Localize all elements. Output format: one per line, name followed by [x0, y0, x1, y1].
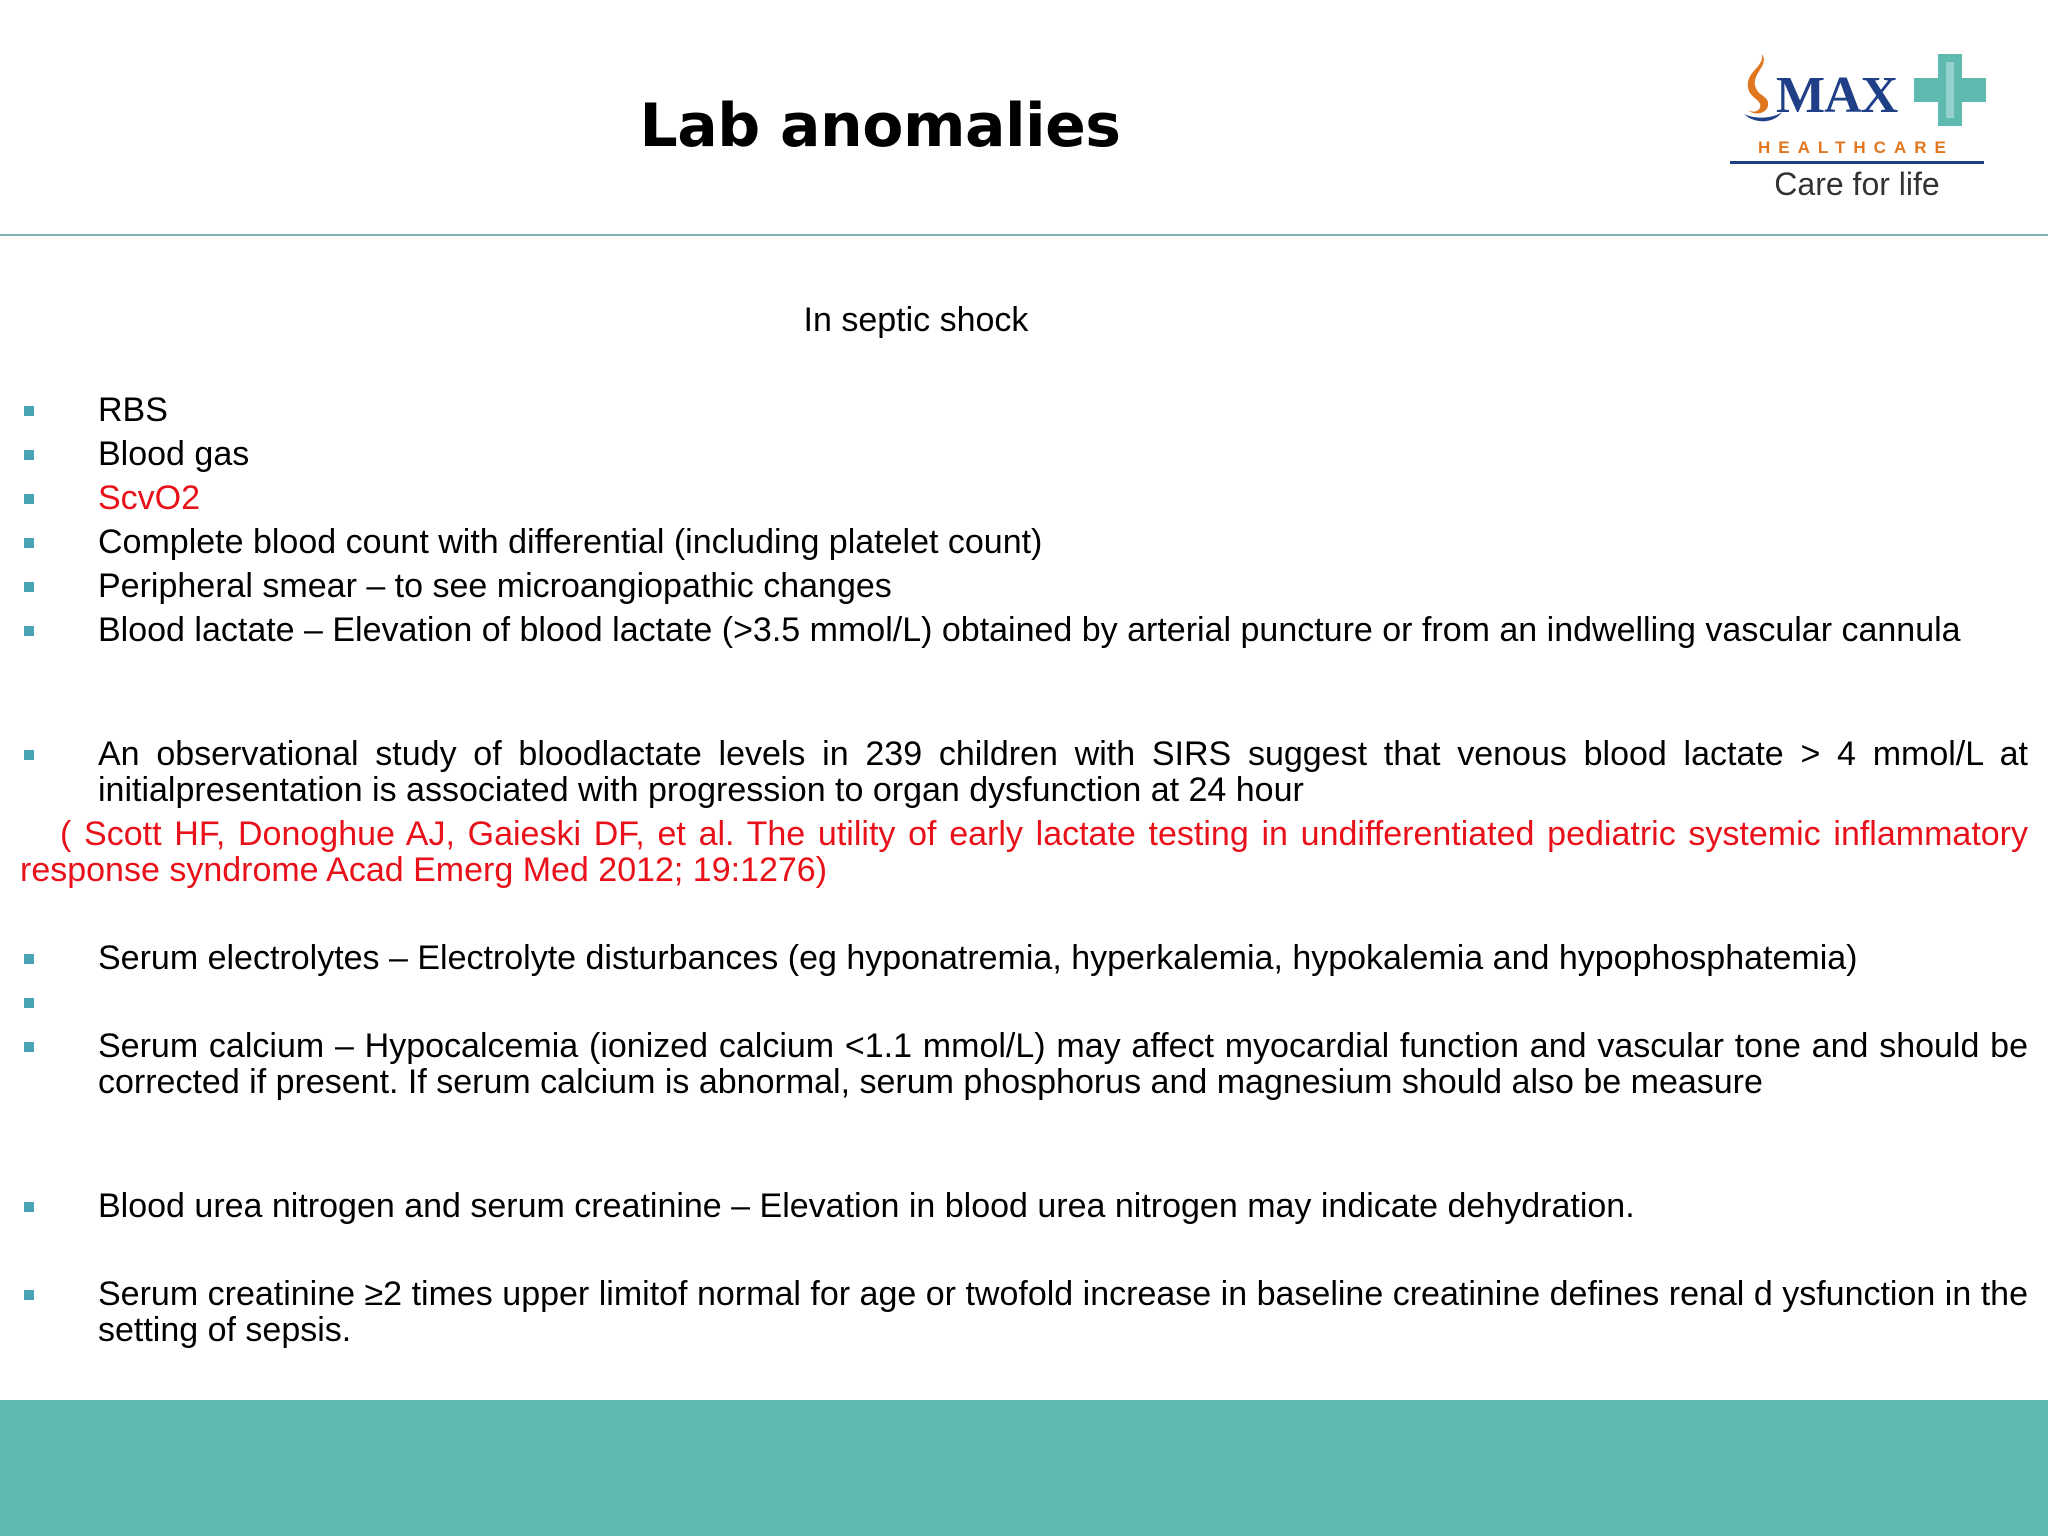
square-bullet-icon [24, 1042, 34, 1052]
slide-title: Lab anomalies [639, 91, 1121, 161]
list-item-text: Peripheral smear – to see microangiopathic changes [98, 567, 892, 605]
logo-tagline: Care for life [1774, 166, 1940, 202]
logo-division-text: HEALTHCARE [1758, 138, 1954, 157]
list-item-text: Blood urea nitrogen and serum creatinine – Elevation in blood urea nitrogen may indicate dehydration. [98, 1187, 1635, 1225]
list-item-text: Complete blood count with differential (including platelet count) [98, 523, 1043, 561]
footer-band [0, 1400, 2048, 1536]
list-item-text: Serum creatinine ≥2 times upper limitof normal for age or twofold increase in baseline creatinine defines renal d ysfunction in the setting of sepsis. [98, 1275, 2028, 1349]
square-bullet-icon [24, 954, 34, 964]
logo-brand-text: MAX [1776, 67, 1898, 124]
square-bullet-icon [24, 998, 34, 1008]
square-bullet-icon [24, 406, 34, 416]
list-item-text: ScvO2 [98, 479, 201, 517]
list-item-text: An observational study of bloodlactate levels in 239 children with SIRS suggest that venous blood lactate > 4 mmol/L at initialpresentation is associated with progression to organ dysfunction at 24 hour [98, 735, 2028, 809]
header-divider [0, 234, 2048, 236]
square-bullet-icon [24, 1290, 34, 1300]
list-item-text: Blood gas [98, 435, 250, 473]
citation-reference: ( Scott HF, Donoghue AJ, Gaieski DF, et al. The utility of early lactate testing in undifferentiated pediatric systemic inflammatory response syndrome Acad Emerg Med 2012; 19:1276) [20, 815, 2028, 889]
square-bullet-icon [24, 1202, 34, 1212]
square-bullet-icon [24, 450, 34, 460]
square-bullet-icon [24, 494, 34, 504]
slide-subtitle: In septic shock [803, 301, 1029, 339]
list-item-text: RBS [98, 391, 168, 429]
square-bullet-icon [24, 582, 34, 592]
max-healthcare-logo [1722, 46, 1990, 206]
list-item-text: Serum calcium – Hypocalcemia (ionized calcium <1.1 mmol/L) may affect myocardial function and vascular tone and should be corrected if present. If serum calcium is abnormal, serum phosphorus and magnesium should also be measure [98, 1027, 2028, 1101]
square-bullet-icon [24, 626, 34, 636]
square-bullet-icon [24, 538, 34, 548]
medical-cross-icon [1912, 52, 1988, 128]
list-item-text: Serum electrolytes – Electrolyte disturbances (eg hyponatremia, hyperkalemia, hypokalemia and hypophosphatemia) [98, 939, 1858, 977]
square-bullet-icon [24, 750, 34, 760]
list-item-text: Blood lactate – Elevation of blood lactate (>3.5 mmol/L) obtained by arterial puncture or from an indwelling vascular cannula [98, 611, 1961, 649]
